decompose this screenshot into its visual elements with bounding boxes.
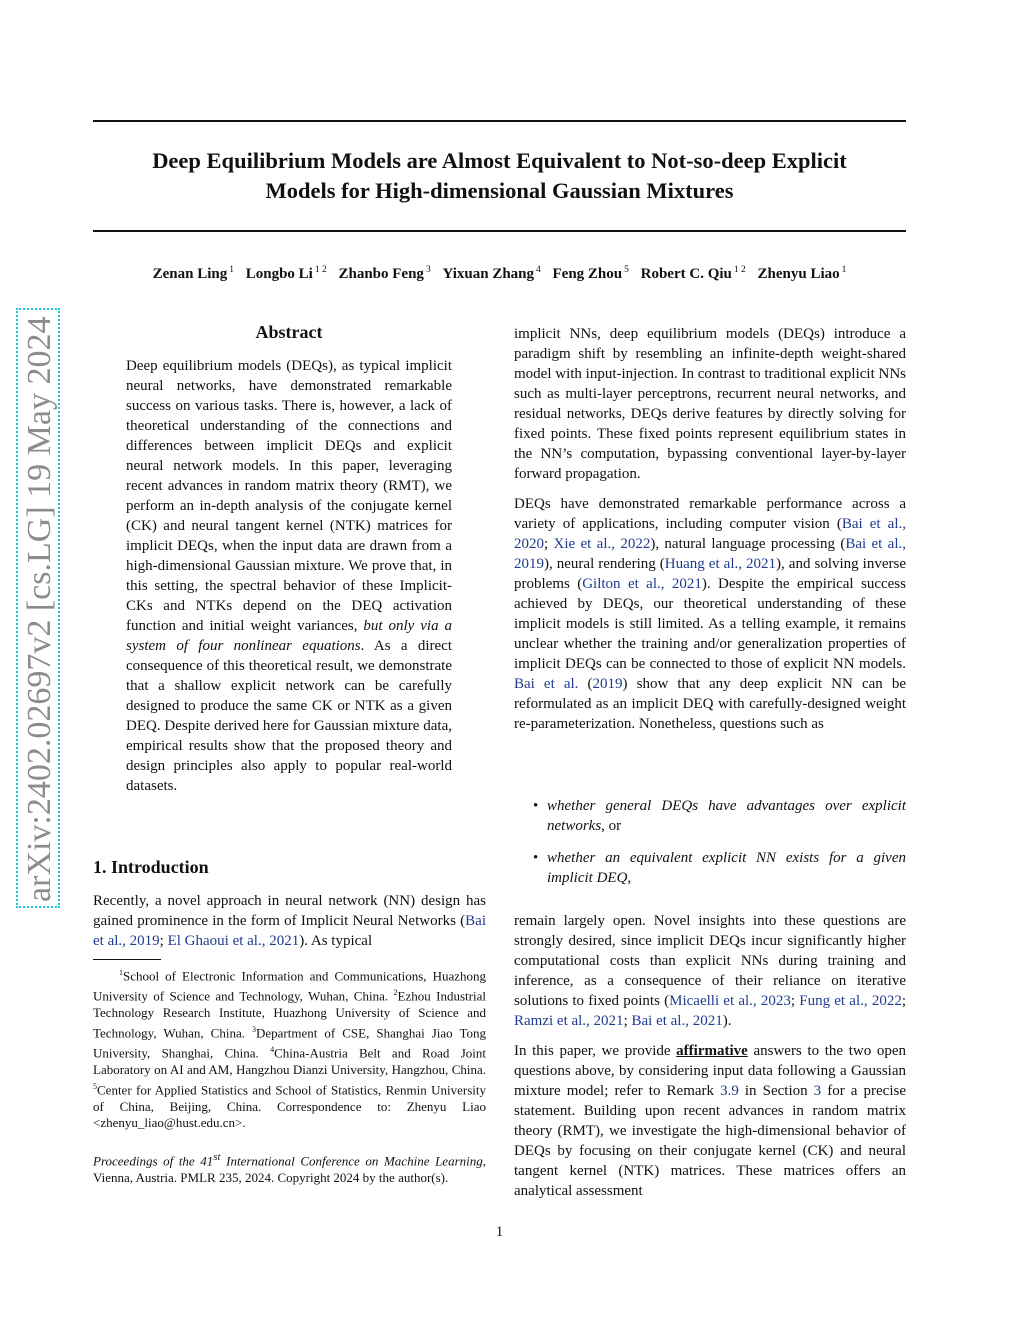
intro-paragraph-left: Recently, a novel approach in neural network (NN) design has gained prominence in the form of Implicit Neural Networks (Bai et al., 2019; El Ghaoui et al., 2021). As typical xyxy=(93,893,486,949)
section-reference-link[interactable]: 3 xyxy=(813,1083,822,1099)
arxiv-identifier-stamp[interactable]: arXiv:2402.02697v2 [cs.LG] 19 May 2024 xyxy=(16,308,60,908)
title-bottom-rule xyxy=(93,230,906,232)
author: Zenan Ling $^1$ xyxy=(152,265,234,282)
citation-link[interactable]: Bai et al. xyxy=(514,676,579,692)
author: Zhenyu Liao $^1$ xyxy=(757,265,847,282)
intro-paragraph-right-1: implicit NNs, deep equilibrium models (DEQs) introduce a paradigm shift by resembling an infinite-depth weight-shared model with input-injection. In contrast to traditional explicit NNs such as multi-layer perceptrons, recurrent neural networks, and residual networks, DEQs derive features by directly solving for fixed points. These fixed points represent equilibrium states in the NN’s computation, bypassing conventional layer-by-layer forward propagation. xyxy=(514,326,907,482)
citation-link[interactable]: Gilton et al., 2021 xyxy=(582,576,702,592)
title-line-2: Models for High-dimensional Gaussian Mixtures xyxy=(265,178,734,203)
intro-paragraph-right-2: DEQs have demonstrated remarkable performance across a variety of applications, including computer vision (Bai et al., 2020; Xie et al., 2022), natural language processing (Bai et al., 2019), neural rendering (Huang et al., 2021), and solving inverse problems (Gilton et al., 2021). Despite the empirical success achieved by DEQs, our theoretical understanding of these implicit models is still limited. As a telling example, it remains unclear whether the training and/or generalization properties of implicit DEQs can be connected to those of explicit NN models. Bai et al. (2019) show that any deep explicit NN can be reformulated as an implicit DEQ with carefully-designed weight re-parameterization. Nonetheless, questions such as xyxy=(514,496,907,732)
top-rule xyxy=(93,120,906,122)
abstract-text: Deep equilibrium models (DEQs), as typical implicit neural networks, have demonstrated remarkable success on various tasks. There is, however, a lack of theoretical understanding of the connections and differences between implicit DEQs and explicit neural network models. In this paper, leveraging recent advances in random matrix theory (RMT), we perform an in-depth analysis of the conjugate kernel (CK) and neural tangent kernel (NTK) matrices for implicit DEQs, when the input data are drawn from a high-dimensional Gaussian mixture. We prove that, in this setting, the spectral behavior of these Implicit-CKs and NTKs depend on the DEQ activation function and initial weight variances, but only via a system of four nonlinear equations. As a direct consequence of this theoretical result, we demonstrate that a shallow explicit network can be carefully designed to produce the same CK or NTK as a given DEQ. Despite derived here for Gaussian mixture data, empirical results show that the proposed theory and design principles also apply to popular real-world datasets. xyxy=(126,358,452,794)
citation-link[interactable]: 2019 xyxy=(592,676,623,692)
author: Yixuan Zhang $^4$ xyxy=(442,265,541,282)
citation-link[interactable]: Xie et al., 2022 xyxy=(553,536,651,552)
bullet-marker: • xyxy=(533,798,539,814)
citation-link[interactable]: Bai et al., 2019 xyxy=(93,913,486,949)
remark-reference-link[interactable]: 3.9 xyxy=(720,1083,739,1099)
citation-link[interactable]: El Ghaoui et al., 2021 xyxy=(167,933,300,949)
citation-link[interactable]: Bai et al., 2020 xyxy=(514,516,906,552)
intro-paragraph-right-3: remain largely open. Novel insights into these questions are strongly desired, since implicit DEQs incur significantly higher computational costs than explicit NNs during training and inference, as a consequence of their reliance on iterative solutions to fixed points (Micaelli et al., 2023; Fung et al., 2022; Ramzi et al., 2021; Bai et al., 2021). xyxy=(514,913,906,1029)
citation-link[interactable]: Fung et al., 2022 xyxy=(799,993,902,1009)
proceedings-note: Proceedings of the 41st International Conference on Machine Learning, Vienna, Austria. PMLR 235, 2024. Copyright 2024 by the author(s). xyxy=(93,1151,486,1186)
paper-title xyxy=(93,146,906,206)
author: Robert C. Qiu $^{1 2}$ xyxy=(640,265,746,282)
author: Zhanbo Feng $^3$ xyxy=(338,265,431,282)
author: Feng Zhou $^5$ xyxy=(552,265,629,282)
citation-link[interactable]: Bai et al., 2021 xyxy=(631,1013,723,1029)
affiliation-footnotes: $^1$School of Electronic Information and Communications, Huazhong University of Science and Technology, Wuhan, China. $^2$Ezhou Industrial Technology Research Institute, Huazhong University of Science and Technology, Wuhan, China. $^3$Department of CSE, Shanghai Jiao Tong University, Shanghai, China. $^4$China-Austria Belt and Road Joint Laboratory on AI and AM, Hangzhou Dianzi University, Hangzhou, China. $^5$Center for Applied Statistics and School of Statistics, Renmin University of China, Beijing, China. Correspondence to: Zhenyu Liao <zhenyu_liao@hust.edu.cn>. xyxy=(93,968,487,1131)
intro-paragraph-right-4: In this paper, we provide affirmative answers to the two open questions above, by considering input data following a Gaussian mixture model; refer to Remark 3.9 in Section 3 for a precise statement. Building upon recent advances in random matrix theory (RMT), we investigate the high-dimensional behavior of DEQs by focusing on their conjugate kernel (CK) and neural tangent kernel (NTK) matrices. These matrices offers an analytical assessment xyxy=(514,1043,906,1199)
citation-link[interactable]: Micaelli et al., 2023 xyxy=(669,993,791,1009)
citation-link[interactable]: Huang et al., 2021 xyxy=(664,556,777,572)
list-item: • whether an equivalent explicit NN exists for a given implicit DEQ, xyxy=(533,850,906,886)
author: Longbo Li $^{1 2}$ xyxy=(245,265,327,282)
citation-link[interactable]: Bai et al., 2019 xyxy=(514,536,907,572)
open-questions-list xyxy=(514,796,906,888)
citation-link[interactable]: Ramzi et al., 2021 xyxy=(514,1013,624,1029)
list-item: • whether general DEQs have advantages over explicit networks, or xyxy=(533,798,906,834)
title-line-1: Deep Equilibrium Models are Almost Equivalent to Not-so-deep Explicit xyxy=(152,148,847,173)
abstract-heading: Abstract xyxy=(255,322,323,342)
page-number: 1 xyxy=(495,1224,504,1240)
emphasis-affirmative: affirmative xyxy=(676,1043,748,1059)
author-list xyxy=(93,265,906,283)
section-heading-introduction: 1. Introduction xyxy=(93,857,209,877)
bullet-marker: • xyxy=(533,850,539,866)
footnote-rule xyxy=(93,959,161,960)
